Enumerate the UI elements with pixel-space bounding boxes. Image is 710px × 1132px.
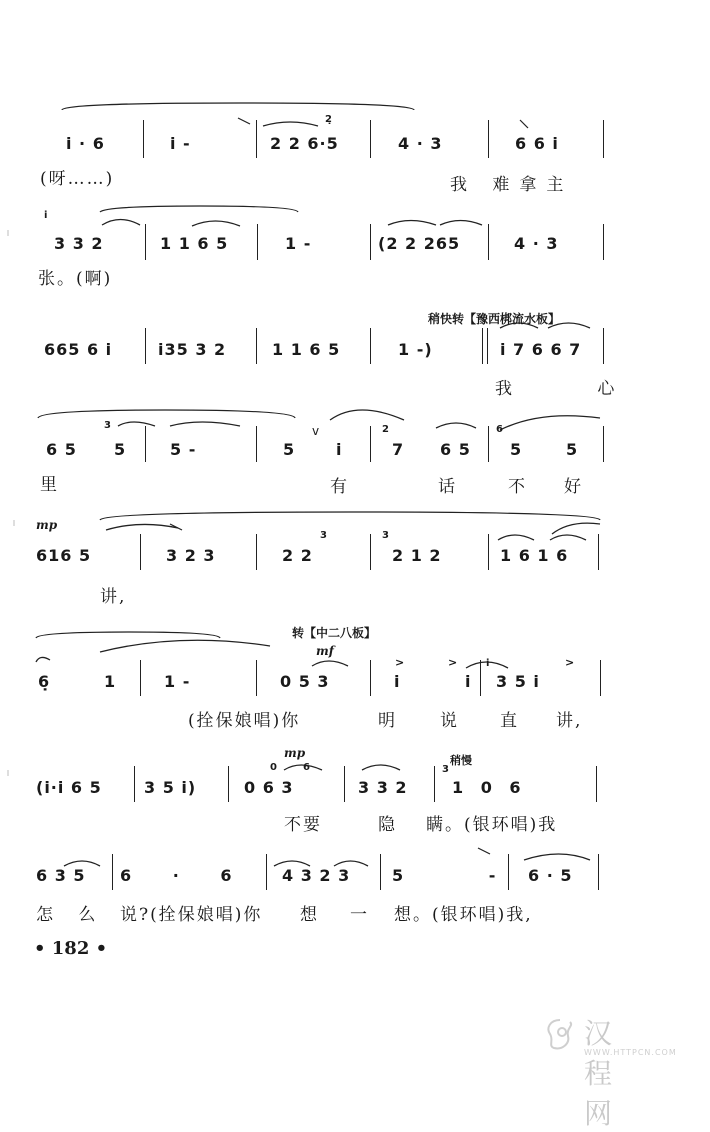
note-group: 6 6 i	[515, 134, 559, 153]
lyric: 想。(银环唱)我,	[394, 905, 533, 925]
note-group: i -	[170, 134, 191, 153]
lyric: 瞒。(银环唱)我	[426, 815, 558, 835]
grace-note: 3	[382, 530, 389, 541]
note-group: i	[336, 440, 343, 459]
grace-note: 2̣	[325, 114, 332, 125]
barline	[370, 426, 371, 462]
lyric: 明	[378, 711, 397, 731]
section-marking: 稍快转【豫西梆流水板】	[428, 312, 561, 326]
lyric: (呀……)	[40, 169, 115, 189]
accent-mark: >	[448, 656, 458, 669]
barline	[603, 224, 604, 260]
note-group: 3 5 i	[496, 672, 540, 691]
note-group: 7	[392, 440, 405, 459]
note-group: 1 0 6	[452, 778, 527, 797]
barline	[370, 120, 371, 158]
barline	[603, 426, 604, 462]
note-group: 2 1 2	[392, 546, 442, 565]
grace-note: 3	[320, 530, 327, 541]
barline	[266, 854, 267, 890]
lyric: 想	[300, 905, 319, 925]
barline	[143, 120, 144, 158]
barline	[228, 766, 229, 802]
lyric: 不要	[284, 815, 322, 835]
note-group: 616 5	[36, 546, 92, 565]
barline	[112, 854, 113, 890]
barline	[145, 328, 146, 364]
note-group: 5	[283, 440, 296, 459]
note-group: 4 3 2 3	[282, 866, 351, 885]
lyric: 讲,	[100, 587, 127, 607]
note-group: i i	[394, 672, 501, 691]
note-group: 6 · 5	[528, 866, 573, 885]
barline	[488, 534, 489, 570]
note-group: 1 6 1 6	[500, 546, 569, 565]
accent-mark: >	[565, 656, 575, 669]
barline	[434, 766, 435, 802]
barline	[256, 534, 257, 570]
scan-marks	[8, 230, 14, 776]
grace-note: 3	[442, 764, 449, 775]
barline	[256, 328, 257, 364]
barline	[257, 224, 258, 260]
note-group: 1 -	[164, 672, 191, 691]
barline	[370, 660, 371, 696]
lyric: 讲,	[556, 711, 583, 731]
barline	[140, 534, 141, 570]
watermark-logo-icon	[540, 1014, 580, 1054]
barline	[134, 766, 135, 802]
lyric: 不	[508, 477, 527, 497]
barline	[370, 534, 371, 570]
barline	[380, 854, 381, 890]
note-group: 5 -	[170, 440, 197, 459]
barline	[600, 660, 601, 696]
grace-note: i	[44, 210, 48, 221]
note-group: 6 3 5	[36, 866, 86, 885]
barline	[482, 328, 483, 364]
note-group: 1 1 6 5	[272, 340, 341, 359]
note-group: 0 5 3	[280, 672, 330, 691]
glissando-marks	[170, 118, 528, 854]
note-group: 3 3 2	[54, 234, 104, 253]
breath-mark: v	[312, 424, 320, 438]
lyric: 说	[440, 711, 459, 731]
grace-note: 6	[303, 762, 310, 773]
note-group: 2 2	[282, 546, 313, 565]
note-group: 665 6 i	[44, 340, 113, 359]
note-group: 4 · 3	[514, 234, 559, 253]
grace-note: 6	[496, 424, 503, 435]
note-group: 1	[104, 672, 117, 691]
barline	[370, 328, 371, 364]
dynamic-marking: mf	[316, 644, 334, 658]
barline	[596, 766, 597, 802]
note-group: 3 5 i)	[144, 778, 197, 797]
note-group: 0 6 3	[244, 778, 294, 797]
watermark-text: 汉程网	[584, 1017, 615, 1130]
note-group: 1 1 6 5	[160, 234, 229, 253]
barline	[140, 660, 141, 696]
watermark-url: WWW.HTTPCN.COM	[584, 1048, 677, 1057]
grace-note: i	[486, 658, 490, 669]
grace-note: 2	[382, 424, 389, 435]
lyric: 有	[330, 477, 349, 497]
lyric: 我 难拿主	[450, 175, 574, 195]
note-group: 3 3 2	[358, 778, 408, 797]
note-group: 6 5	[46, 440, 77, 459]
note-group: 5	[566, 440, 579, 459]
note-group: 3 2 3	[166, 546, 216, 565]
accent-mark: >	[395, 656, 405, 669]
barline	[344, 766, 345, 802]
note-group: 5 -	[392, 866, 536, 885]
note-group: 6̣	[38, 672, 51, 691]
lyric: 直	[500, 711, 519, 731]
barline	[598, 534, 599, 570]
lyric: 隐	[378, 815, 397, 835]
lyric: (拴保娘唱)你	[188, 711, 301, 731]
dynamic-marking: mp	[284, 746, 306, 760]
note-group: 1 -)	[398, 340, 433, 359]
note-group: 2 2 6·5	[270, 134, 339, 153]
section-marking: 转【中二八板】	[292, 626, 377, 640]
note-group: i 7 6 6 7	[500, 340, 582, 359]
barline	[480, 660, 481, 696]
barline	[488, 120, 489, 158]
note-group: (i·i 6 5	[36, 778, 102, 797]
note-group: 5	[510, 440, 523, 459]
barline	[370, 224, 371, 260]
barline	[488, 224, 489, 260]
page-number: • 182 •	[34, 938, 108, 959]
lyric: 里	[40, 475, 59, 495]
barline	[256, 426, 257, 462]
section-marking: 稍慢	[450, 754, 472, 767]
barline	[598, 854, 599, 890]
lyric: 张。(啊)	[38, 269, 113, 289]
barline	[488, 426, 489, 462]
note-group: 6 5	[440, 440, 471, 459]
barline	[603, 120, 604, 158]
barline	[603, 328, 604, 364]
barline	[145, 224, 146, 260]
lyric: 怎 么	[36, 905, 106, 925]
barline	[508, 854, 509, 890]
lyric: 说?(拴保娘唱)你	[120, 905, 263, 925]
note-group: i · 6	[66, 134, 105, 153]
grace-note: 0	[270, 762, 277, 773]
note-group: 1 -	[285, 234, 312, 253]
barline	[256, 660, 257, 696]
grace-note: 3	[104, 420, 111, 431]
lyric: 话	[438, 477, 457, 497]
barline	[256, 120, 257, 158]
note-group: (2 2 265	[378, 234, 461, 253]
lyric: 我 心	[495, 379, 655, 399]
lyric: 好	[564, 477, 583, 497]
barline	[145, 426, 146, 462]
note-group: 6 · 6	[120, 866, 250, 885]
note-group: i35 3 2	[158, 340, 227, 359]
note-group: 5	[114, 440, 127, 459]
lyric: 一	[350, 905, 369, 925]
dynamic-marking: mp	[36, 518, 58, 532]
note-group: 4 · 3	[398, 134, 443, 153]
barline	[487, 328, 488, 364]
